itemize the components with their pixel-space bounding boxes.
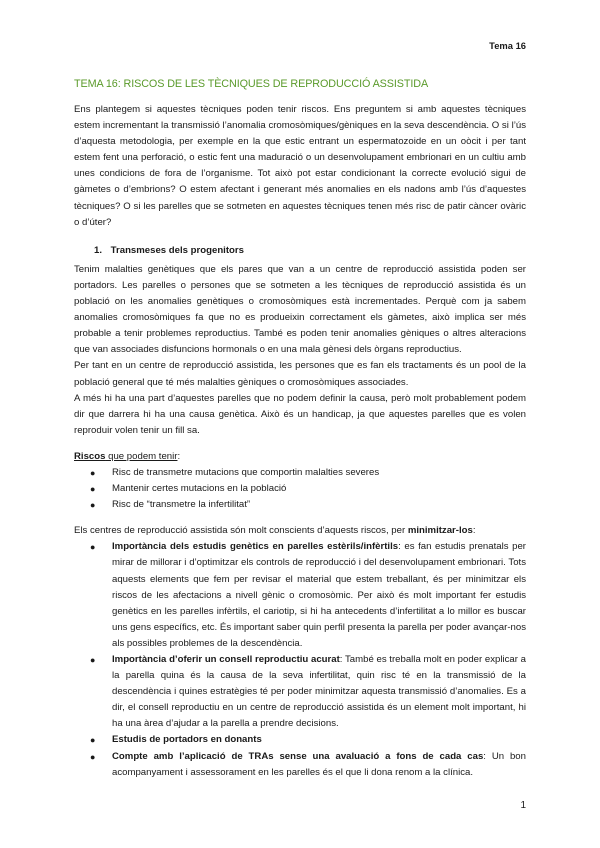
section-heading	[94, 243, 526, 259]
risks-list	[74, 465, 526, 513]
minimize-intro	[74, 523, 526, 539]
page-header-topic: Tema 16	[489, 40, 526, 51]
minimize-intro-keyword: minimitzar-los	[407, 525, 473, 537]
section-paragraph-3: A més hi ha una part d’aquestes parelles que no podem definir la causa, però molt probablement podem dir que darrera hi ha una causa genètica. Això és un handicap, ja que aquestes parelles que es volen reproduir volen tenir un fill sa.	[74, 392, 526, 436]
bullet-icon: ●	[90, 735, 96, 746]
intro-paragraph: Ens plantegem si aquestes tècniques poden tenir riscos. Ens preguntem si amb aquestes tècniques estem incrementant la transmissió l’anomalia cromosòmiques/gèniques en la seva descendència. O si l’ús d’aquesta metodologia, per exemple en la que estic entrant un espermatozoide en un oòcit i per tant estem fent una perforació, o estic fent una maduració o un desenvolupament embrionari en un cultiu amb unes condicions de fora de l’organisme. Tot això pot estar condicionant la correcte evolució sigui de gàmetes o d’embrions? O estem afectant i generant més anomalies en els nadons amb l’ús d’aquestes tècniques? O si les parelles que se sotmeten en aquestes tècniques tenen més risc de patir càncer ovàric o d’úter?	[74, 104, 526, 228]
page-number: 1	[520, 800, 526, 811]
bullet-icon: ●	[90, 542, 96, 553]
list-item-text: Risc de “transmetre la infertilitat”	[112, 499, 251, 511]
list-item-heading: Importància dels estudis genètics en parelles estèrils/infèrtils	[112, 541, 399, 553]
list-item-text: Risc de transmetre mutacions que comportin malalties severes	[112, 466, 380, 478]
page-title: TEMA 16: RISCOS DE LES TÈCNIQUES DE REPRODUCCIÓ ASSISTIDA	[74, 78, 429, 90]
risks-heading	[74, 449, 526, 465]
risks-heading-colon: :	[177, 450, 181, 462]
list-item-heading: Compte amb l’aplicació de TRAs sense una avaluació a fons de cada cas	[112, 750, 484, 762]
list-item-text: : També es treballa molt en poder explicar a la parella quina és la causa de la seva infertilitat, quin risc té en la transmissió de la descendència i quines estratègies té per poder minimitzar aquesta transmissió d’anomalies. Es a dir, el consell reproductiu en un centre de reproducció assistida és un element molt important, hi ha una àrea d’ajudar a la parella a prendre decisions.	[112, 654, 526, 730]
list-item-heading: Importància d’oferir un consell reproductiu acurat	[112, 654, 340, 665]
list-item	[74, 539, 526, 652]
list-item	[74, 652, 526, 732]
list-item	[74, 749, 526, 781]
list-item	[74, 732, 526, 748]
section-paragraph-1: Tenim malalties genètiques que els pares que van a un centre de reproducció assistida poden ser portadors. Les parelles o persones que se sotmeten a les tècniques de reproducció assistida és un població on les anomalies genètiques o cromosòmiques està incrementades. Perquè com ja sabem anomalies cromosòmiques fa que no es produeixin correctament els gàmetes, això implica ser més probable a tenir problemes reproductius. També es poden tenir anomalies gèniques o altres alteracions que van associades disfuncions hormonals o en una mala gènesi dels òrgans reproductius.	[74, 263, 526, 356]
minimize-intro-end: :	[472, 525, 476, 537]
list-item	[74, 481, 526, 497]
list-item	[74, 465, 526, 481]
list-item-text: : es fan estudis prenatals per mirar de millorar i d’optimitzar els controls de reproducció i del desenvolupament embrionari. Tots aquests elements que fem per revisar el material que estem treballant, és per minimitzar els riscos de les afectacions a nivell gènic o cromosòmic. Per això és molt important fer estudis genètics en les parelles infèrtils, el cariotip, si hi ha antecedents d’infertilitat a lo millor es buscar uns gens específics, etc. És important saber quin perfil presenta la parella per poder avançar-nos als possibles problemes de la descendència.	[112, 541, 526, 649]
section-title: Transmeses dels progenitors	[110, 244, 244, 256]
risks-heading-keyword: Riscos	[74, 450, 106, 462]
section-number: 1.	[94, 244, 103, 256]
list-item	[74, 497, 526, 513]
list-item-text: Mantenir certes mutacions en la població	[112, 483, 287, 495]
minimize-list	[74, 539, 526, 780]
minimize-intro-text: Els centres de reproducció assistida són molt conscients d’aquests riscos, per	[74, 525, 408, 537]
bullet-icon: ●	[90, 484, 96, 495]
bullet-icon: ●	[90, 751, 96, 762]
list-item-text: : Un bon acompanyament i assessorament en les parelles és el que li dona renom a la clínica.	[112, 750, 526, 778]
list-item-heading: Estudis de portadors en donants	[112, 734, 262, 746]
bullet-icon: ●	[90, 500, 96, 511]
document-body	[74, 102, 526, 781]
bullet-icon: ●	[90, 467, 96, 478]
risks-heading-rest: que podem tenir	[105, 450, 178, 462]
section-paragraph-2: Per tant en un centre de reproducció assistida, les persones que es fan els tractaments és un pool de la població general que té més malalties gèniques o cromosòmiques associades.	[74, 360, 526, 388]
bullet-icon: ●	[90, 655, 96, 665]
